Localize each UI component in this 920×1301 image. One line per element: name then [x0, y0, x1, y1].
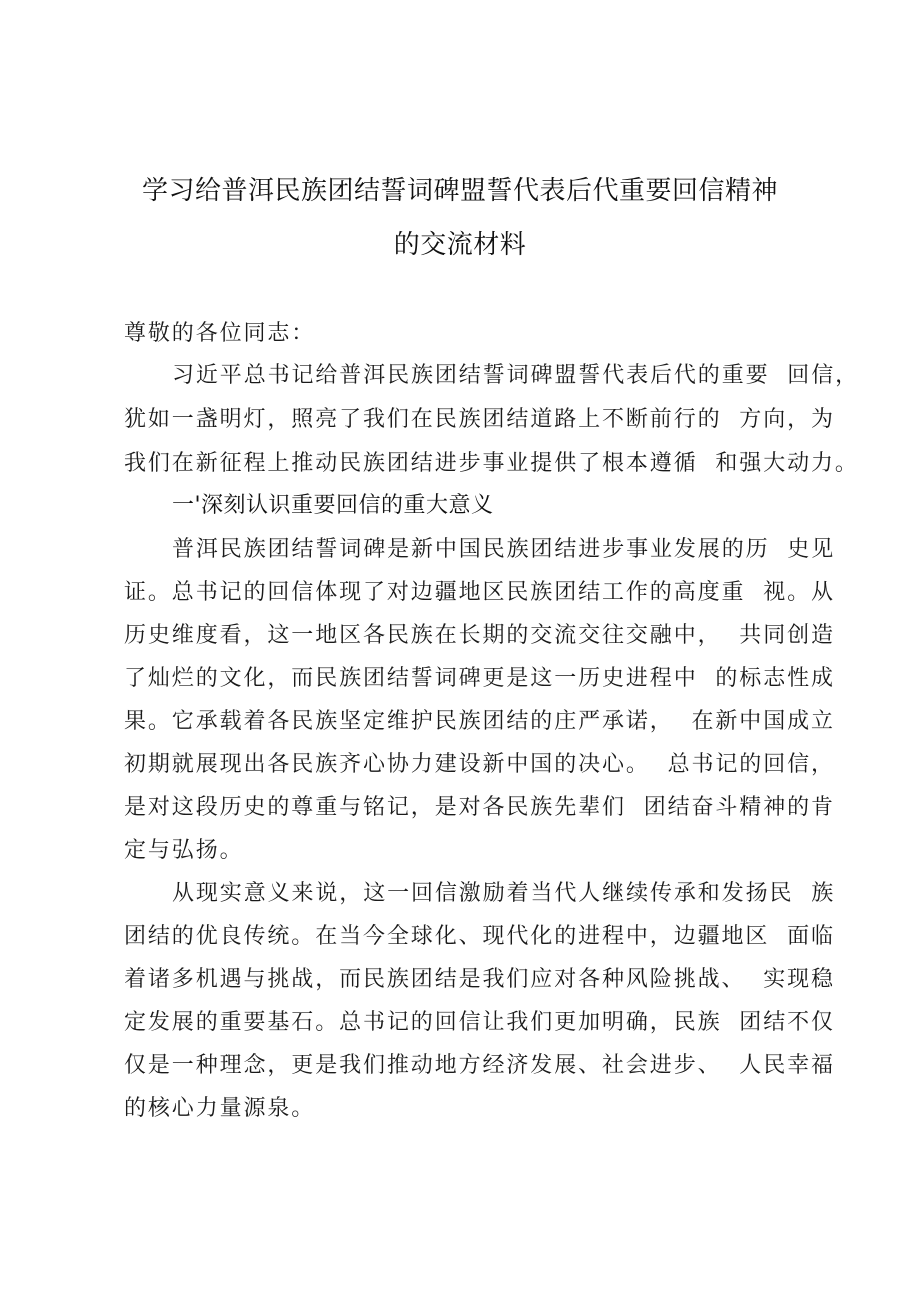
paragraph-2-line: 定与弘扬。 [124, 838, 244, 863]
paragraph-2-line: 普洱民族团结誓词碑是新中国民族团结进步事业发展的历 史见 [172, 537, 836, 562]
paragraph-2-line: 历史维度看，这一地区各民族在长期的交流交往交融中， 共同创造 [124, 623, 835, 648]
paragraph-3-line: 从现实意义来说，这一回信激励着当代人继续传承和发扬民 族 [172, 881, 836, 906]
paragraph-2-line: 果。它承载着各民族坚定维护民族团结的庄严承诺， 在新中国成立 [124, 709, 835, 734]
salutation: 尊敬的各位同志： [124, 321, 316, 346]
paragraph-2-line: 了灿烂的文化，而民族团结誓词碑更是这一历史进程中 的标志性成 [124, 666, 835, 691]
paragraph-1-line: 犹如一盏明灯，照亮了我们在民族团结道路上不断前行的 方向，为 [124, 407, 835, 432]
paragraph-1-line: 我们在新征程上推动民族团结进步事业提供了根本遵循 和强大动力。 [124, 451, 859, 476]
document-title-line-1: 学习给普洱民族团结誓词碑盟誓代表后代重要回信精神 [141, 176, 778, 206]
paragraph-3-line: 着诸多机遇与挑战，而民族团结是我们应对各种风险挑战、 实现稳 [124, 967, 835, 992]
paragraph-1-line: 习近平总书记给普洱民族团结誓词碑盟誓代表后代的重要 回信， [172, 363, 859, 388]
paragraph-3-line: 的核心力量源泉。 [124, 1096, 316, 1121]
paragraph-2-line: 初期就展现出各民族齐心协力建设新中国的决心。 总书记的回信， [124, 752, 835, 777]
paragraph-2-line: 是对这段历史的尊重与铭记，是对各民族先辈们 团结奋斗精神的肯 [124, 795, 835, 820]
paragraph-3-line: 定发展的重要基石。总书记的回信让我们更加明确，民族 团结不仅 [124, 1010, 835, 1035]
paragraph-3-line: 团结的优良传统。在当今全球化、现代化的进程中，边疆地区 面临 [124, 924, 835, 949]
paragraph-2-line: 证。总书记的回信体现了对边疆地区民族团结工作的高度重 视。从 [124, 580, 835, 605]
section-1-heading: 一'深刻认识重要回信的重大意义 [172, 493, 494, 518]
document-title-line-2: 的交流材料 [393, 230, 527, 260]
paragraph-3-line: 仅是一种理念，更是我们推动地方经济发展、社会进步、 人民幸福 [124, 1053, 835, 1078]
